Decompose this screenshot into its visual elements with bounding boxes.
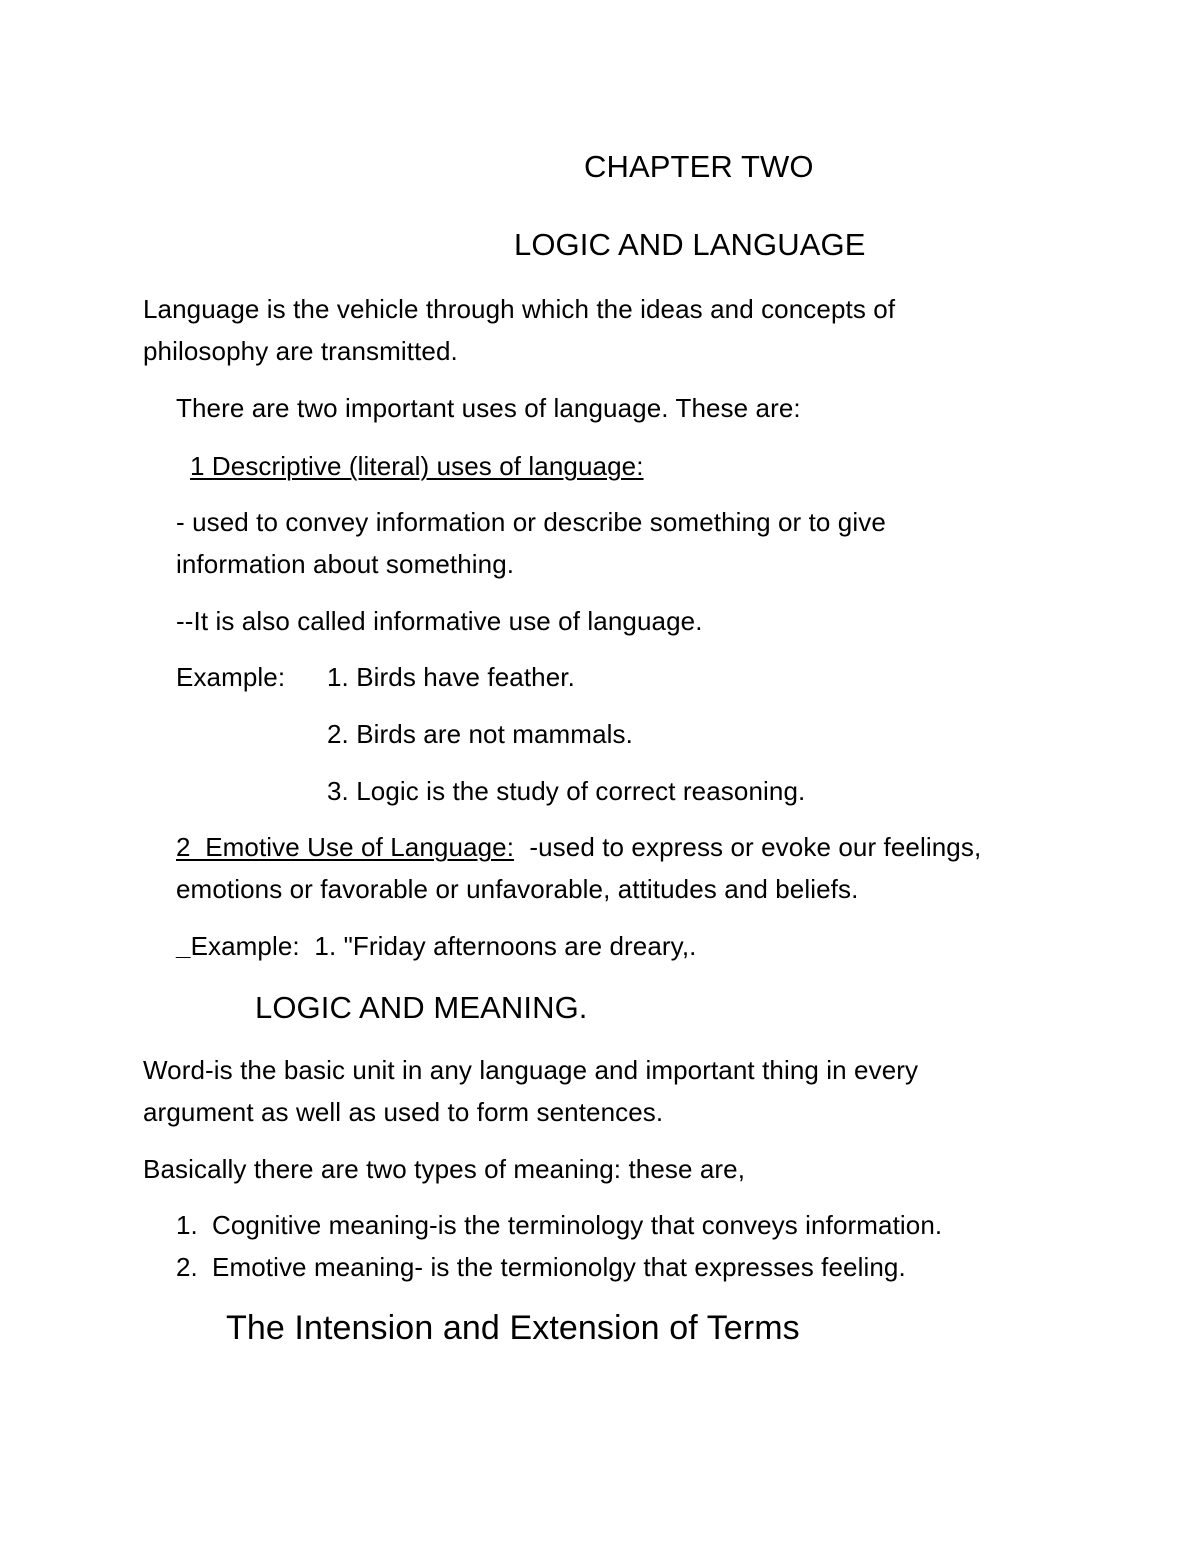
section-title-logic-and-language: LOGIC AND LANGUAGE	[514, 227, 866, 262]
descriptive-example-2: 2. Birds are not mammals.	[327, 719, 633, 749]
section-title-intension-extension: The Intension and Extension of Terms	[226, 1309, 800, 1347]
descriptive-example-3: 3. Logic is the study of correct reasoning.	[327, 776, 806, 806]
section-title-logic-and-meaning: LOGIC AND MEANING.	[255, 990, 588, 1025]
descriptive-also-called: --It is also called informative use of language.	[176, 606, 703, 636]
descriptive-definition-line-1: - used to convey information or describe something or to give	[176, 507, 886, 537]
meaning-type-1-text: Cognitive meaning-is the terminology that conveys information.	[212, 1210, 943, 1240]
emotive-example: Example: 1. "Friday afternoons are dreary,.	[190, 931, 697, 961]
meaning-type-2-text: Emotive meaning- is the termionolgy that expresses feeling.	[212, 1252, 906, 1282]
descriptive-definition-line-2: information about something.	[176, 549, 515, 579]
meaning-intro: Basically there are two types of meaning: these are,	[143, 1154, 746, 1184]
intro-paragraph-line-1: Language is the vehicle through which the ideas and concepts of	[143, 294, 896, 324]
meaning-type-1	[176, 1209, 943, 1241]
emotive-line-1	[176, 831, 981, 863]
chapter-title: CHAPTER TWO	[584, 149, 814, 184]
word-paragraph-line-2: argument as well as used to form sentences.	[143, 1097, 664, 1127]
meaning-type-1-number: 1.	[176, 1210, 198, 1240]
word-paragraph-line-1: Word-is the basic unit in any language and important thing in every	[143, 1055, 919, 1085]
uses-intro: There are two important uses of language. These are:	[176, 393, 801, 423]
descriptive-example-1: 1. Birds have feather.	[327, 662, 575, 692]
emotive-heading: 2 Emotive Use of Language:	[176, 832, 515, 862]
emotive-example-line	[176, 930, 697, 962]
descriptive-example-label: Example:	[176, 662, 286, 692]
descriptive-heading: 1 Descriptive (literal) uses of language:	[190, 451, 644, 481]
intro-paragraph-line-2: philosophy are transmitted.	[143, 336, 458, 366]
emotive-definition-line-1: -used to express or evoke our feelings,	[522, 832, 982, 862]
meaning-type-2	[176, 1251, 906, 1283]
meaning-type-2-number: 2.	[176, 1252, 198, 1282]
emotive-definition-line-2: emotions or favorable or unfavorable, attitudes and beliefs.	[176, 874, 859, 904]
emotive-example-prefix: _	[176, 931, 191, 961]
